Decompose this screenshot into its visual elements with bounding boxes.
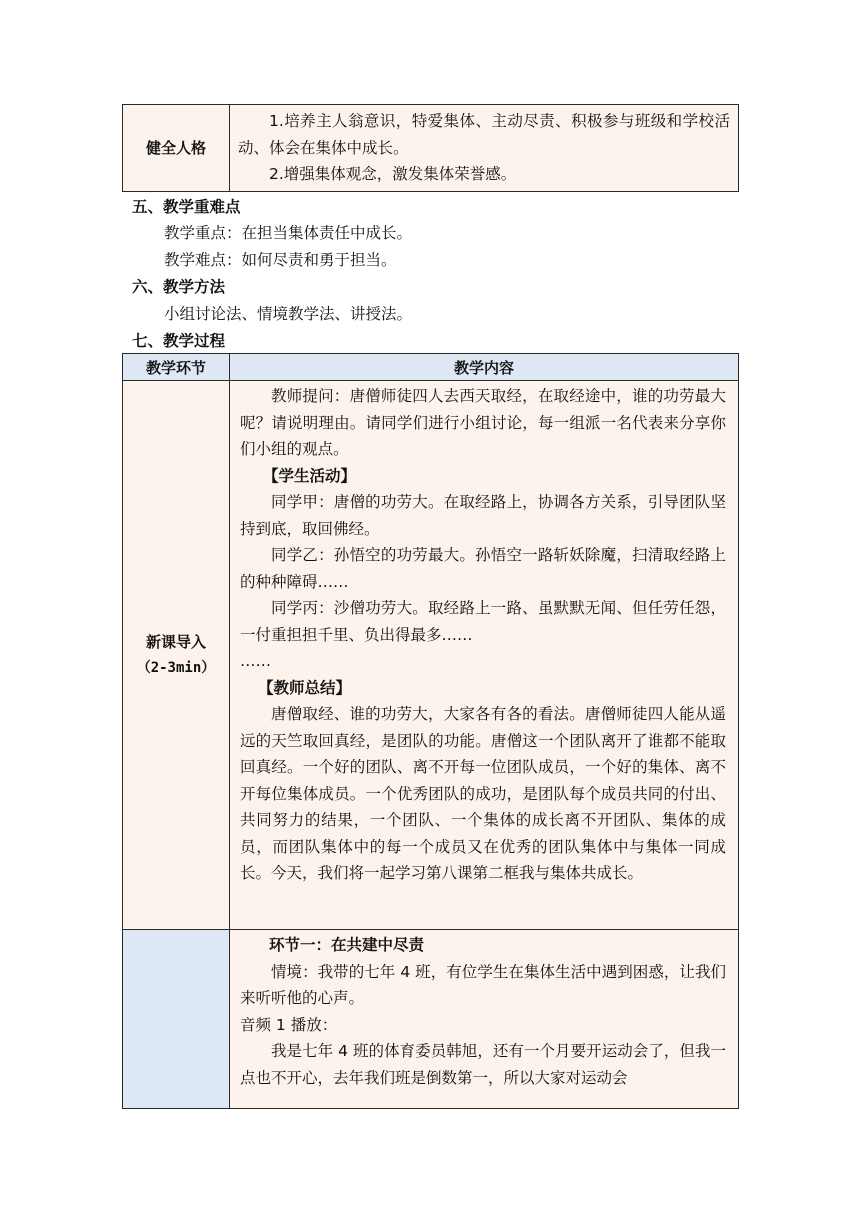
- student-activity-title: 【学生活动】: [263, 466, 357, 485]
- situation-text: 情境：我带的七年 4 班，有位学生在集体生活中遇到困惑，让我们来听听他的心声。: [240, 962, 726, 1007]
- ellipsis-line: ……: [240, 652, 271, 670]
- process-table: [122, 353, 739, 1109]
- content-cell-section-1: [230, 930, 739, 1109]
- teacher-question: 教师提问：唐僧师徒四人去西天取经，在取经途中，谁的功劳最大呢？请说明理由。请同学们进行小组讨论，每一组派一名代表来分享你们小组的观点。: [240, 387, 726, 458]
- student-b: 同学乙：孙悟空的功劳最大。孙悟空一路斩妖除魔，扫清取经路上的种种障碍……: [240, 546, 726, 591]
- personality-item-2: 2.增强集体观念，激发集体荣誉感。: [269, 165, 517, 183]
- col-header-content: 教学内容: [230, 354, 739, 381]
- personality-item-1: 1.培养主人翁意识，特爱集体、主动尽责、积极参与班级和学校活动、体会在集体中成长。: [238, 112, 730, 157]
- teaching-difficulty: 教学难点：如何尽责和勇于担当。: [164, 251, 397, 269]
- audio-label: 音频 1 播放：: [240, 1015, 338, 1034]
- content-cell-intro: [230, 381, 739, 930]
- audio-transcript: 我是七年 4 班的体育委员韩旭，还有一个月要开运动会了，但我一点也不开心，去年我们班是倒数第一，所以大家对运动会: [240, 1042, 726, 1087]
- student-a: 同学甲：唐僧的功劳大。在取经路上，协调各方关系，引导团队坚持到底，取回佛经。: [240, 493, 726, 538]
- personality-content: [230, 105, 739, 192]
- col-header-stage: 教学环节: [123, 354, 230, 381]
- section-1-title: 环节一：在共建中尽责: [269, 936, 425, 954]
- section-6-title: 六、教学方法: [132, 278, 226, 296]
- teacher-summary: 唐僧取经、谁的功劳大，大家各有各的看法。唐僧师徒四人能从遥远的天竺取回真经，是团队的功能。唐僧这一个团队离开了谁都不能取回真经。一个好的团队、离不开每一位团队成员，一个好的集体、离不开每位集体成员。一个优秀团队的成功，是团队每个成员共同的付出、共同努力的结果，一个团队、一个集体的成长离不开团队、集体的成员，而团队集体中的每一个成员又在优秀的团队集体中与集体一同成长。今天，我们将一起学习第八课第二框我与集体共成长。: [240, 705, 726, 882]
- personality-label: 健全人格: [123, 105, 230, 192]
- section-5-title: 五、教学重难点: [132, 198, 241, 216]
- stage-time: （2-3min）: [136, 660, 216, 676]
- teaching-methods: 小组讨论法、情境教学法、讲授法。: [164, 305, 413, 323]
- personality-table: [122, 104, 739, 192]
- teacher-summary-title: 【教师总结】: [258, 678, 352, 697]
- stage-cell-intro: [123, 381, 230, 930]
- section-7-title: 七、教学过程: [132, 332, 226, 350]
- stage-name: 新课导入: [145, 633, 206, 651]
- stage-cell-section-1: [123, 930, 230, 1109]
- teaching-focus: 教学重点：在担当集体责任中成长。: [164, 224, 413, 242]
- student-c: 同学丙：沙僧功劳大。取经路上一路、虽默默无闻、但任劳任怨，一付重担担千里、负出得最多……: [240, 599, 726, 644]
